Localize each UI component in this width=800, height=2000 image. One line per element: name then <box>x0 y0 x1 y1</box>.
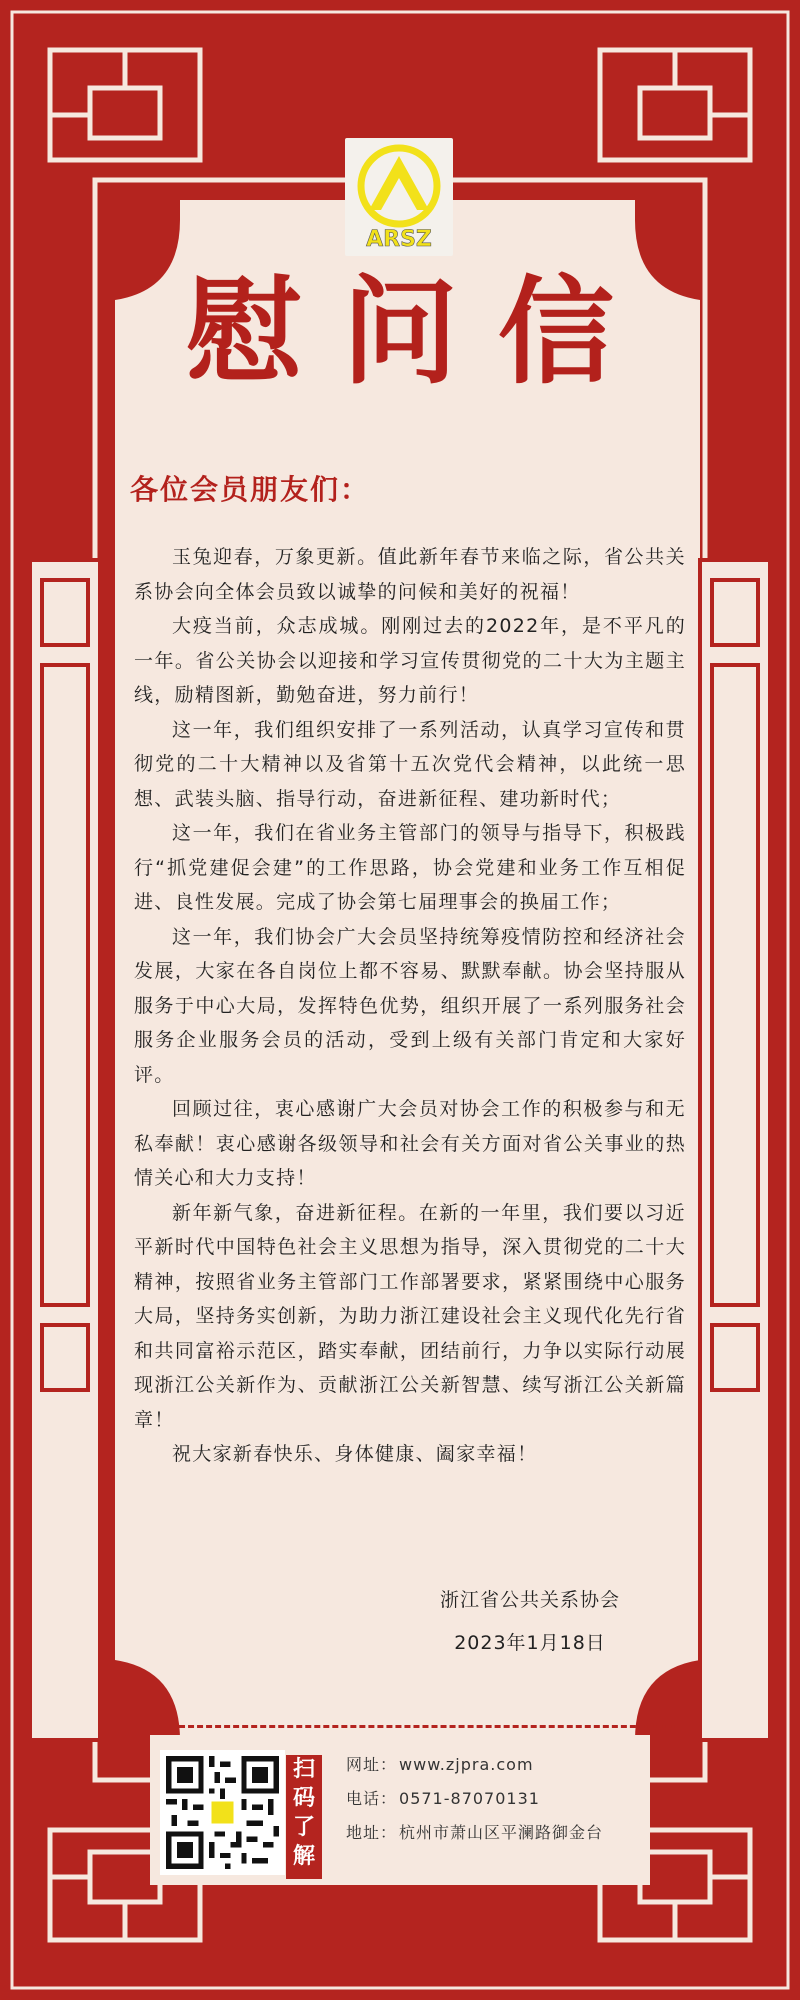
website-value[interactable]: www.zjpra.com <box>399 1755 534 1774</box>
paragraph: 回顾过往，衷心感谢广大会员对协会工作的积极参与和无私奉献！衷心感谢各级领导和社会有关方面对省公关事业的热情关心和大力支持！ <box>134 1098 686 1189</box>
dashed-divider <box>170 1725 690 1728</box>
phone-label: 电话： <box>346 1789 398 1808</box>
svg-text:ARSZ: ARSZ <box>366 227 432 252</box>
paragraph: 这一年，我们组织安排了一系列活动，认真学习宣传和贯彻党的二十大精神以及省第十五次党代会精神，以此统一思想、武装头脑、指导行动，奋进新征程、建功新时代； <box>134 718 686 810</box>
website-label: 网址： <box>346 1755 398 1774</box>
paragraph: 这一年，我们在省业务主管部门的领导与指导下，积极践行“抓党建促会建”的工作思路，协会党建和业务工作互相促进、良性发展。完成了协会第七届理事会的换届工作； <box>134 822 686 913</box>
signature-date: 2023年1月18日 <box>454 1632 606 1654</box>
address-value: 杭州市萧山区平澜路御金台 <box>399 1823 604 1842</box>
paragraph: 玉兔迎春，万象更新。值此新年春节来临之际，省公共关系协会向全体会员致以诚挚的问候和美好的祝福！ <box>134 546 686 603</box>
contact-phone <box>346 1786 540 1809</box>
logo-mark-icon <box>345 138 453 256</box>
association-logo <box>345 138 453 256</box>
paragraph: 新年新气象，奋进新征程。在新的一年里，我们要以习近平新时代中国特色社会主义思想为指导，深入贯彻党的二十大精神，按照省业务主管部门工作部署要求，紧紧围绕中心服务大局，坚持务实创新，为助力浙江建设社会主义现代化先行省和共同富裕示范区，踏实奉献，团结前行，力争以实际行动展现浙江公关新作为、贡献浙江公关新智慧、续写浙江公关新篇章！ <box>134 1201 686 1431</box>
paragraph: 这一年，我们协会广大会员坚持统筹疫情防控和经济社会发展，大家在各自岗位上都不容易、默默奉献。协会坚持服从服务于中心大局，发挥特色优势，组织开展了一系列服务社会服务企业服务会员的活动，受到上级有关部门肯定和大家好评。 <box>134 925 686 1086</box>
contact-website <box>346 1752 534 1775</box>
qr-code[interactable] <box>160 1750 285 1875</box>
letter-title: 慰问信 <box>186 264 654 400</box>
paragraph: 祝大家新春快乐、身体健康、阖家幸福！ <box>172 1443 538 1465</box>
contact-address <box>346 1820 603 1843</box>
letter-body <box>134 540 686 1472</box>
qr-code-icon <box>166 1756 279 1869</box>
paragraph: 大疫当前，众志成城。刚刚过去的2022年，是不平凡的一年。省公关协会以迎接和学习宣传贯彻党的二十大为主题主线，励精图新，勤勉奋进，努力前行！ <box>134 615 686 706</box>
scan-to-learn-badge: 扫码了解 <box>286 1755 322 1879</box>
address-label: 地址： <box>346 1823 398 1842</box>
greeting-line: 各位会员朋友们： <box>130 473 371 506</box>
phone-value[interactable]: 0571-87070131 <box>399 1789 540 1808</box>
signature-organization: 浙江省公共关系协会 <box>439 1589 620 1611</box>
